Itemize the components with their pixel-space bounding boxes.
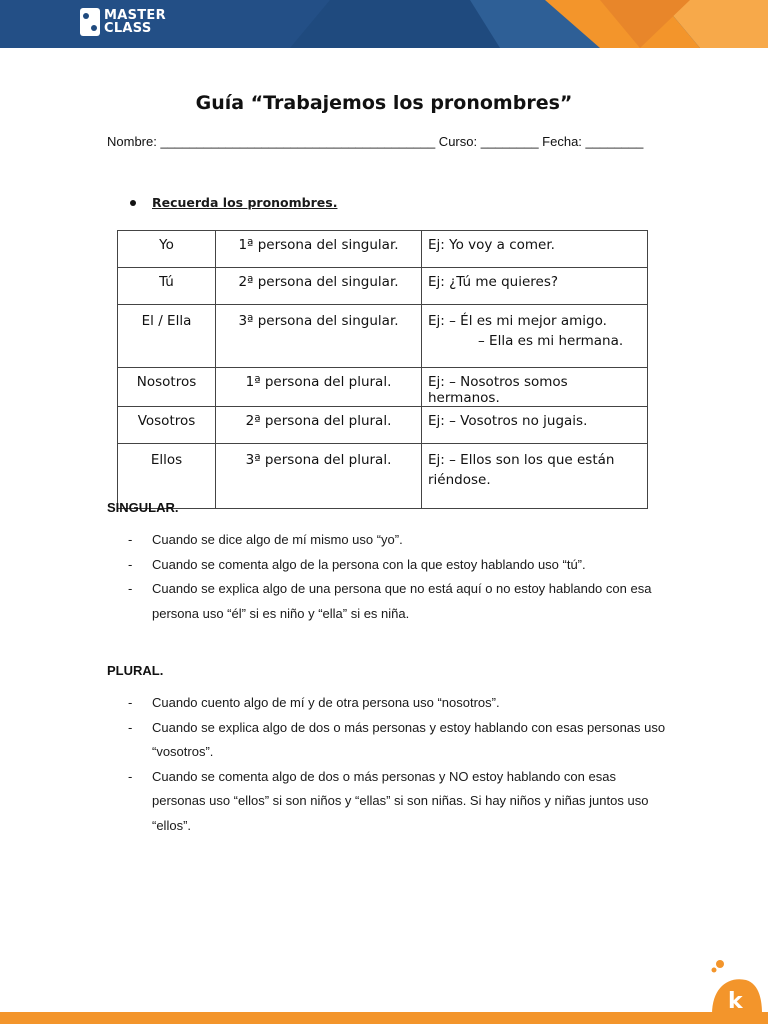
pronoun-cell: El / Ella (118, 305, 216, 368)
pronoun-cell: Nosotros (118, 368, 216, 407)
table-row (118, 368, 648, 407)
example-cell (422, 407, 648, 444)
logo-mark-icon (80, 8, 100, 36)
masterclass-logo (80, 8, 166, 36)
list-item: - Cuando se comenta algo de dos o más personas y NO estoy hablando con esas personas uso “ellos” si son niños y “ellas” si son niñas. Si hay niños y niñas juntos uso “ellos”. (128, 765, 668, 839)
person-cell: 1ª persona del singular. (216, 231, 422, 268)
bullet-dot-icon (130, 200, 136, 206)
table-row (118, 407, 648, 444)
example-text-line2: – Ella es mi hermana. (478, 333, 624, 349)
table-row (118, 305, 648, 368)
table-row (118, 231, 648, 268)
list-item: - Cuando se comenta algo de la persona con la que estoy hablando uso “tú”. (128, 553, 668, 578)
person-cell: 2ª persona del singular. (216, 268, 422, 305)
pronoun-cell: Tú (118, 268, 216, 305)
footer-logo (706, 958, 762, 1019)
example-cell (422, 368, 648, 407)
list-item: - Cuando se explica algo de dos o más personas y estoy hablando con esas personas uso “vosotros”. (128, 716, 668, 765)
singular-heading: SINGULAR. (107, 500, 179, 515)
bullet-heading-text: Recuerda los pronombres. (152, 195, 338, 210)
pronoun-cell: Yo (118, 231, 216, 268)
person-cell: 1ª persona del plural. (216, 368, 422, 407)
example-text: Ej: Yo voy a comer. (428, 237, 555, 253)
list-item: - Cuando se explica algo de una persona que no está aquí o no estoy hablando con esa persona uso “él” si es niño y “ella” si es niña. (128, 577, 668, 626)
student-fields-line: Nombre: ______________________________________ Curso: ________ Fecha: ________ (107, 134, 644, 149)
example-cell (422, 268, 648, 305)
page-title: Guía “Trabajemos los pronombres” (195, 92, 573, 114)
list-item: - Cuando se dice algo de mí mismo uso “yo”. (128, 528, 668, 553)
example-text-line2: riéndose. (428, 472, 491, 488)
example-cell (422, 444, 648, 509)
example-text: Ej: – Él es mi mejor amigo. (428, 313, 607, 329)
pronoun-cell: Ellos (118, 444, 216, 509)
pronoun-cell: Vosotros (118, 407, 216, 444)
person-cell: 3ª persona del plural. (216, 444, 422, 509)
table-row (118, 444, 648, 509)
plural-heading: PLURAL. (107, 663, 164, 678)
table-row (118, 268, 648, 305)
example-text: Ej: – Ellos son los que están (428, 452, 615, 468)
logo-line2: CLASS (104, 21, 152, 36)
bullet-heading (130, 195, 337, 210)
example-text: Ej: ¿Tú me quieres? (428, 274, 559, 290)
footer-logo-icon (706, 958, 762, 1014)
example-text: Ej: – Vosotros no jugais. (428, 413, 588, 429)
example-cell (422, 305, 648, 368)
footer-logo-letter: k (728, 989, 743, 1014)
example-text: Ej: – Nosotros somos hermanos. (428, 374, 568, 406)
footer-bar (0, 1012, 768, 1024)
pronoun-table (117, 230, 648, 509)
logo-text (104, 9, 166, 35)
person-cell: 3ª persona del singular. (216, 305, 422, 368)
person-cell: 2ª persona del plural. (216, 407, 422, 444)
example-cell (422, 231, 648, 268)
header-banner (0, 0, 768, 48)
singular-list (128, 528, 668, 626)
plural-list (128, 691, 668, 838)
list-item: - Cuando cuento algo de mí y de otra persona uso “nosotros”. (128, 691, 668, 716)
logo-line1: MASTER (104, 8, 166, 23)
